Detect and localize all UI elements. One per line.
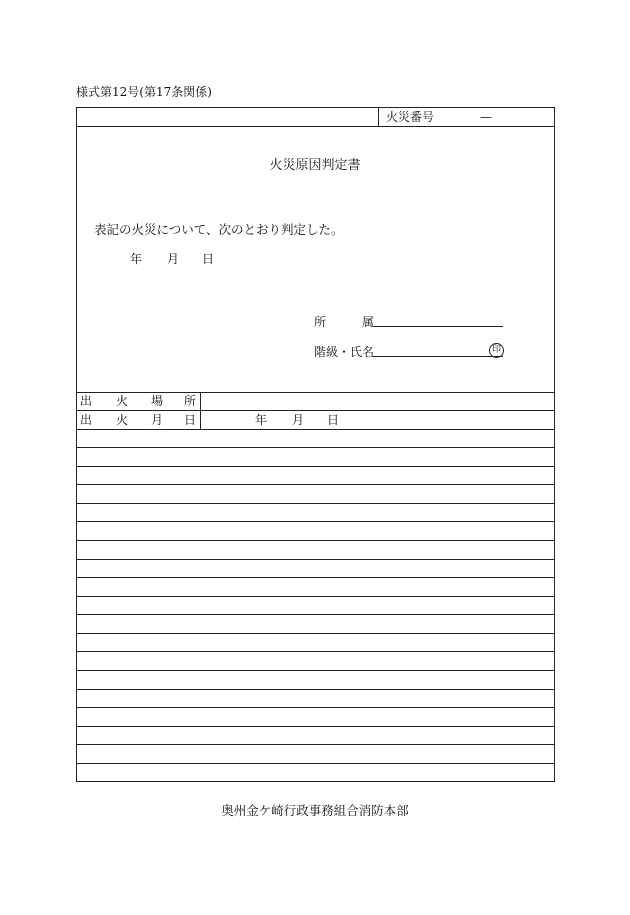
judgment-date-month: 月 <box>167 252 180 266</box>
ruled-line <box>76 744 555 745</box>
fire-date-label-char: 日 <box>184 413 197 427</box>
fire-number-field[interactable]: — <box>480 110 492 124</box>
ruled-line <box>76 726 555 727</box>
fields-row-divider <box>76 410 555 411</box>
ruled-line <box>76 577 555 578</box>
form-number: 様式第12号(第17条関係) <box>76 85 212 99</box>
ruled-line <box>76 484 555 485</box>
judgment-date-year: 年 <box>130 252 143 266</box>
judgment-date-day: 日 <box>202 252 215 266</box>
ruled-line <box>76 614 555 615</box>
ruled-line <box>76 503 555 504</box>
fire-date-year: 年 <box>255 413 268 427</box>
fire-location-field[interactable] <box>201 393 554 410</box>
statement-text: 表記の火災について、次のとおり判定した。 <box>94 222 344 237</box>
affiliation-label-char-2: 属 <box>362 315 375 329</box>
fire-date-month: 月 <box>292 413 305 427</box>
fire-number-cell-divider <box>378 107 379 126</box>
ruled-line <box>76 521 555 522</box>
fire-location-label-char: 所 <box>184 394 197 408</box>
document-title: 火災原因判定書 <box>269 158 361 173</box>
ruled-line <box>76 466 555 467</box>
fire-date-label-char: 月 <box>151 413 164 427</box>
fire-location-label-char: 場 <box>151 394 164 408</box>
ruled-line <box>76 596 555 597</box>
fire-date-day: 日 <box>327 413 340 427</box>
ruled-line <box>76 651 555 652</box>
affiliation-label-char-1: 所 <box>314 315 327 329</box>
organization-name: 奥州金ケ崎行政事務組合消防本部 <box>221 803 409 818</box>
ruled-line <box>76 670 555 671</box>
affiliation-field[interactable] <box>373 326 503 327</box>
ruled-line <box>76 540 555 541</box>
header-row-divider <box>76 126 555 127</box>
form-frame <box>76 107 555 782</box>
fire-number-label: 火災番号 <box>386 110 435 124</box>
fire-location-label-char: 火 <box>116 394 129 408</box>
fire-location-label-char: 出 <box>80 394 93 408</box>
ruled-line <box>76 429 555 430</box>
rank-name-label: 階級・氏名 <box>314 345 375 359</box>
seal-mark: 印 <box>489 343 504 358</box>
ruled-line <box>76 633 555 634</box>
ruled-line <box>76 763 555 764</box>
ruled-line <box>76 707 555 708</box>
fire-date-label-char: 火 <box>116 413 129 427</box>
ruled-line <box>76 447 555 448</box>
fire-date-label-char: 出 <box>80 413 93 427</box>
ruled-line <box>76 689 555 690</box>
ruled-line <box>76 559 555 560</box>
rank-name-field[interactable] <box>373 356 503 357</box>
